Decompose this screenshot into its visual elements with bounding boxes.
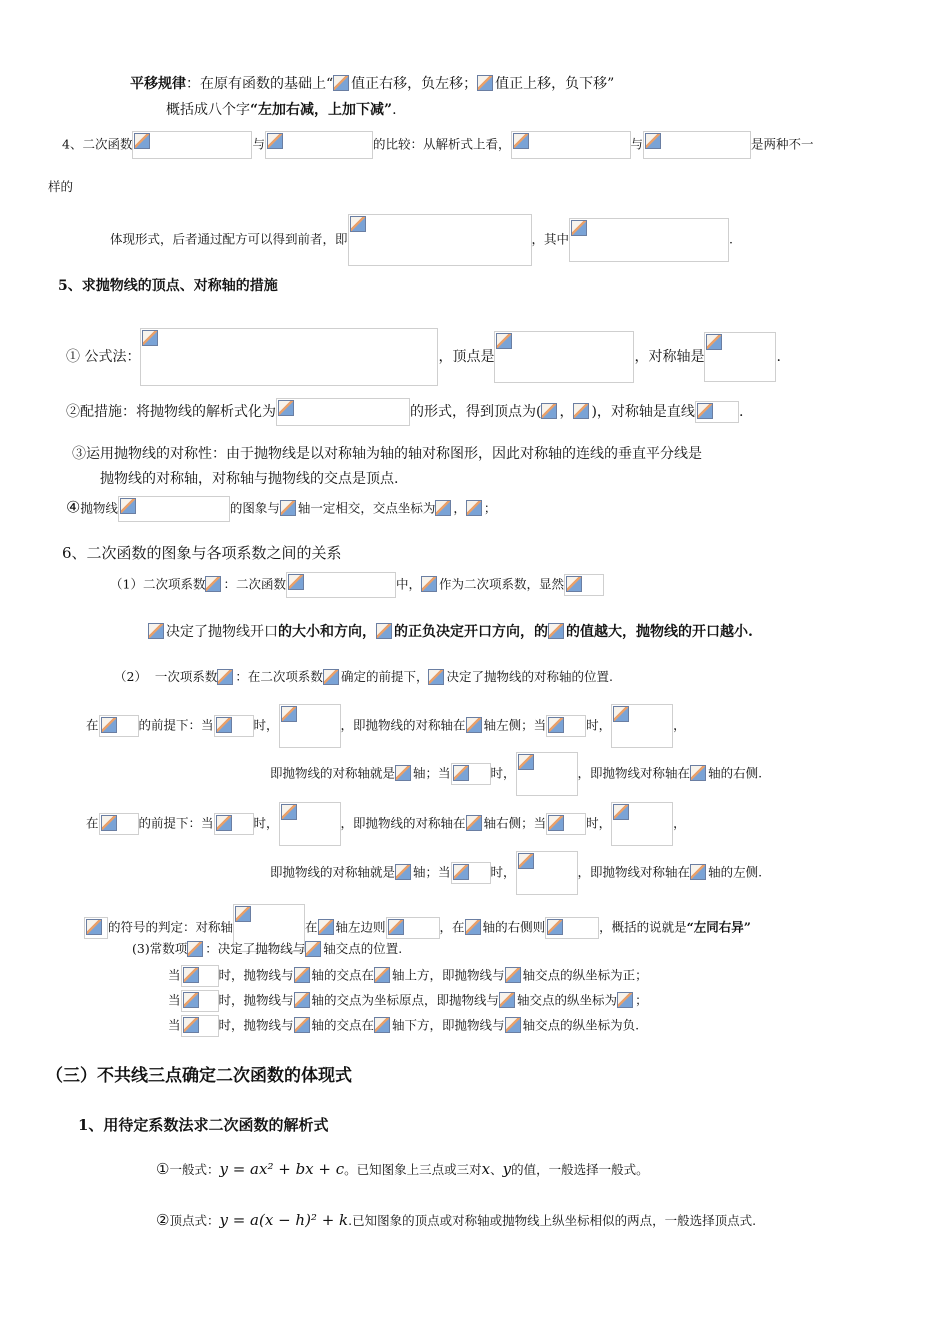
- broken-image-icon: [280, 500, 298, 518]
- formula-image: [276, 398, 410, 426]
- text: 一次项系数: [154, 669, 218, 684]
- text: ，对称轴是: [634, 349, 705, 365]
- formula-image: [99, 715, 139, 737]
- formula-image: [611, 802, 673, 846]
- formula-image: [99, 813, 139, 835]
- broken-image-icon: [376, 623, 394, 641]
- formula-image: [611, 704, 673, 748]
- broken-image-icon: [374, 967, 392, 985]
- broken-image-icon: [465, 919, 483, 937]
- text: 时，抛物线与: [218, 1017, 294, 1033]
- constant-case-2: [168, 990, 648, 1012]
- shift-rule-summary: [166, 100, 397, 120]
- text: 轴下方，即抛物线与: [392, 1017, 505, 1033]
- text: .: [738, 404, 744, 420]
- formula-image: [386, 917, 440, 939]
- text: 的值，一般选择一般式。: [511, 1162, 649, 1177]
- text: 的大小和方向，: [278, 624, 376, 640]
- text: ②: [156, 1211, 170, 1229]
- text: 轴一定相交，交点坐标为: [297, 500, 436, 516]
- formula-image: [132, 131, 252, 159]
- text: .: [729, 231, 734, 247]
- text: （2）: [114, 669, 147, 684]
- formula-image: [140, 328, 438, 386]
- case-b-line-1: [86, 802, 686, 846]
- broken-image-icon: [477, 75, 495, 93]
- text: ；: [483, 500, 497, 516]
- broken-image-icon: [187, 941, 205, 959]
- formula-image: [214, 813, 254, 835]
- text: 即抛物线的对称轴就是: [270, 765, 396, 781]
- text: ，即抛物线对称轴在: [577, 864, 691, 880]
- text: 轴的交点在: [311, 1017, 375, 1033]
- text: 与: [252, 136, 265, 152]
- formula-image: [695, 401, 739, 423]
- text: “左同右异”: [686, 919, 751, 935]
- part-1-line-1: [110, 572, 604, 598]
- text: 值正上移，负下移”: [495, 76, 615, 92]
- broken-image-icon: [395, 864, 413, 882]
- broken-image-icon: [374, 1017, 392, 1035]
- case-b-line-2: [270, 851, 762, 895]
- vertex-form-line: [156, 1210, 756, 1231]
- formula-image: [181, 1015, 219, 1037]
- formula-image: [643, 131, 751, 159]
- text: ，即抛物线的对称轴在: [340, 717, 466, 733]
- formula-image: [546, 715, 586, 737]
- broken-image-icon: [205, 576, 223, 594]
- method-3-line-2: 抛物线的对称轴，对称轴与抛物线的交点是顶点.: [100, 471, 399, 487]
- general-form-formula: y = ax² + bx + c: [219, 1160, 345, 1178]
- text: 、: [490, 1162, 503, 1177]
- text: ，: [673, 815, 686, 831]
- formula-image: [348, 214, 532, 266]
- text: 轴交点的纵坐标为负.: [522, 1017, 640, 1033]
- text: 轴右侧；当: [483, 815, 547, 831]
- text: 体现形式，后者通过配方可以得到前者，即: [110, 231, 348, 247]
- formula-image: [494, 331, 634, 383]
- general-form-line: [156, 1159, 649, 1180]
- text: ；: [635, 992, 648, 1008]
- broken-image-icon: [323, 669, 341, 687]
- method-3-line-1: [72, 444, 702, 464]
- text: 常数项: [149, 941, 188, 956]
- formula-image: [516, 752, 578, 796]
- text: 时，: [586, 815, 612, 831]
- broken-image-icon: [466, 815, 484, 833]
- text: 时，抛物线与: [218, 967, 294, 983]
- text: ②: [66, 404, 80, 420]
- text: ：在二次项系数: [235, 669, 323, 684]
- text: 决定了抛物线的对称轴的位置.: [446, 669, 613, 684]
- text: )，对称轴是直线: [591, 404, 695, 420]
- text: 的形式，得到顶点为(: [410, 404, 542, 420]
- text: 轴左侧；当: [483, 717, 547, 733]
- text: 轴的左侧.: [708, 864, 763, 880]
- broken-image-icon: [305, 941, 323, 959]
- text: 在: [86, 717, 99, 733]
- text: 的图象与: [229, 500, 280, 516]
- broken-image-icon: [435, 500, 453, 518]
- text: 轴交点的纵坐标为: [517, 992, 618, 1008]
- text: 的前提下：当: [138, 717, 214, 733]
- broken-image-icon: [505, 967, 523, 985]
- formula-image: [181, 965, 219, 987]
- broken-image-icon: [318, 919, 336, 937]
- broken-image-icon: [294, 967, 312, 985]
- text: ，概括的说就是: [599, 919, 687, 935]
- text: 轴的交点为坐标原点，即抛物线与: [311, 992, 500, 1008]
- text: x: [481, 1160, 491, 1178]
- formula-image: [451, 862, 491, 884]
- case-a-line-1: [86, 704, 686, 748]
- broken-image-icon: [573, 403, 591, 421]
- text: ①: [66, 349, 80, 365]
- formula-image: [286, 572, 396, 598]
- text: 在: [86, 815, 99, 831]
- text: 顶点式：: [169, 1213, 220, 1228]
- text: 轴交点的纵坐标为正；: [522, 967, 648, 983]
- text: .已知图象的顶点或对称轴或抛物线上纵坐标相似的两点，一般选择顶点式.: [348, 1213, 757, 1228]
- text: 时，: [490, 864, 516, 880]
- text: 4、: [62, 136, 83, 152]
- formula-image: [516, 851, 578, 895]
- method-2: [66, 398, 743, 426]
- broken-image-icon: [217, 669, 235, 687]
- broken-image-icon: [617, 992, 635, 1010]
- formula-image: [546, 813, 586, 835]
- text: y: [502, 1160, 512, 1178]
- text: 轴交点的位置.: [323, 941, 403, 956]
- text: ③: [72, 446, 86, 462]
- text: 轴左边则: [335, 919, 386, 935]
- part-2-line: [114, 667, 613, 687]
- formula-image: [564, 574, 604, 596]
- text: 确定的前提下，: [340, 669, 429, 684]
- text: ④: [66, 497, 81, 517]
- shift-rule-line: [130, 74, 614, 94]
- formula-image: [214, 715, 254, 737]
- text: 抛物线: [80, 500, 118, 516]
- shift-rule-title: 平移规律: [130, 76, 186, 92]
- formula-image: [279, 802, 341, 846]
- part-3-line: [132, 939, 402, 959]
- text: 在: [305, 919, 318, 935]
- text: 的比较：从解析式上看，: [372, 136, 511, 152]
- constant-case-3: [168, 1015, 639, 1037]
- broken-image-icon: [548, 623, 566, 641]
- text: 配措施：将抛物线的解析式化为: [80, 404, 276, 420]
- text: 中，: [395, 576, 421, 592]
- text: ，在: [439, 919, 465, 935]
- text: 。已知图象上三点或三对: [344, 1162, 482, 1177]
- text: ：决定了抛物线与: [205, 941, 306, 956]
- text: 即抛物线的对称轴就是: [270, 864, 396, 880]
- text: 是两种不一: [751, 136, 814, 152]
- text: 轴的右侧则: [482, 919, 546, 935]
- text: 的前提下：当: [138, 815, 214, 831]
- text: 轴的交点在: [311, 967, 375, 983]
- method-4: [66, 496, 496, 522]
- section-4-line-1: [62, 131, 814, 159]
- text: 时，: [253, 717, 279, 733]
- text: ，其中: [531, 231, 570, 247]
- text: 决定了抛物线开口: [166, 624, 278, 640]
- broken-image-icon: [333, 75, 351, 93]
- text: 轴上方，即抛物线与: [392, 967, 505, 983]
- text: 值正右移，负左移；: [351, 76, 478, 92]
- section-3-title: （三）不共线三点确定二次函数的体现式: [46, 1066, 352, 1086]
- text: .: [392, 102, 397, 118]
- text: (3): [132, 941, 150, 956]
- text: 时，: [253, 815, 279, 831]
- text: ，: [673, 717, 686, 733]
- text: 概括成八个字: [166, 102, 250, 118]
- text: 作为二次项系数，显然: [439, 576, 565, 592]
- broken-image-icon: [395, 765, 413, 783]
- text: 轴；当: [413, 864, 451, 880]
- broken-image-icon: [428, 669, 446, 687]
- formula-image: [545, 917, 599, 939]
- text: ，: [559, 404, 574, 420]
- formula-image: [279, 704, 341, 748]
- vertex-form-formula: y = a(x − h)² + k: [219, 1211, 349, 1229]
- text: 的符号的判定：对称轴: [108, 919, 234, 935]
- text: ，即抛物线对称轴在: [577, 765, 691, 781]
- broken-image-icon: [499, 992, 517, 1010]
- broken-image-icon: [466, 717, 484, 735]
- broken-image-icon: [294, 1017, 312, 1035]
- text: ，即抛物线的对称轴在: [340, 815, 466, 831]
- formula-image: [569, 218, 729, 262]
- formula-image: [451, 763, 491, 785]
- broken-image-icon: [690, 765, 708, 783]
- broken-image-icon: [541, 403, 559, 421]
- broken-image-icon: [148, 623, 166, 641]
- text: 运用抛物线的对称性：由于抛物线是以对称轴为轴的轴对称图形，因此对称轴的连线的垂直平分线是: [86, 446, 702, 462]
- broken-image-icon: [421, 576, 439, 594]
- text: 二次项系数: [142, 576, 206, 592]
- text: ①: [156, 1160, 170, 1178]
- text: 当: [168, 992, 181, 1008]
- section-5-title: 5、求抛物线的顶点、对称轴的措施: [58, 278, 278, 294]
- formula-image: [511, 131, 631, 159]
- method-1: [66, 328, 781, 386]
- section-4-line-2: 样的: [48, 179, 74, 194]
- broken-image-icon: [690, 864, 708, 882]
- text: 二次函数: [82, 136, 133, 152]
- text: 轴；当: [413, 765, 451, 781]
- part-1-line-2: [148, 622, 753, 642]
- broken-image-icon: [505, 1017, 523, 1035]
- text: “左加右减，上加下减”: [250, 102, 393, 118]
- text: 的值越大，抛物线的开口越小.: [566, 624, 753, 640]
- case-a-line-2: [270, 752, 762, 796]
- section-3-subtitle: 1、用待定系数法求二次函数的解析式: [78, 1116, 329, 1134]
- broken-image-icon: [294, 992, 312, 1010]
- text: 当: [168, 1017, 181, 1033]
- constant-case-1: [168, 965, 648, 987]
- formula-image: [84, 917, 108, 939]
- text: 与: [630, 136, 644, 152]
- text: ，顶点是: [438, 349, 495, 365]
- formula-image: [118, 496, 230, 522]
- text: 时，: [586, 717, 612, 733]
- text: ，: [453, 500, 466, 516]
- text: .: [776, 349, 781, 365]
- text: 当: [168, 967, 181, 983]
- section-6-title: 6、二次函数的图象与各项系数之间的关系: [62, 544, 342, 562]
- text: （1）: [110, 576, 143, 592]
- text: 一般式：: [169, 1162, 220, 1177]
- formula-image: [704, 332, 776, 382]
- text: 的正负决定开口方向，的: [394, 624, 548, 640]
- section-4-line-3: [110, 214, 733, 266]
- text: 时，: [490, 765, 516, 781]
- formula-image: [265, 131, 373, 159]
- text: 轴的右侧.: [708, 765, 763, 781]
- text: 公式法：: [84, 349, 141, 365]
- text: ：在原有函数的基础上“: [186, 76, 334, 92]
- broken-image-icon: [466, 500, 484, 518]
- text: ：二次函数: [223, 576, 286, 592]
- text: 时，抛物线与: [218, 992, 294, 1008]
- formula-image: [181, 990, 219, 1012]
